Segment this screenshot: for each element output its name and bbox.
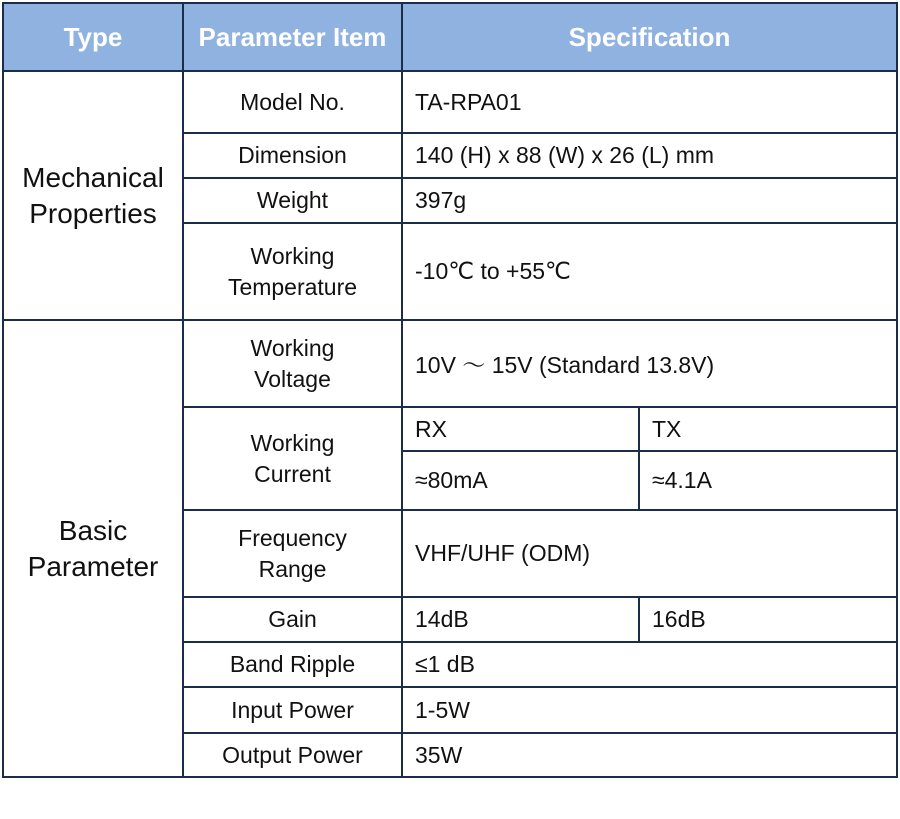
param-line2: Voltage xyxy=(254,365,331,392)
type-label-line2: Properties xyxy=(29,197,157,229)
param-output-power: Output Power xyxy=(183,733,402,777)
value-model-no: TA-RPA01 xyxy=(402,71,897,133)
value-input-power: 1-5W xyxy=(402,687,897,733)
param-line1: Frequency xyxy=(238,524,347,551)
value-working-temperature: -10℃ to +55℃ xyxy=(402,223,897,320)
param-line1: Working xyxy=(250,429,335,456)
param-working-temperature xyxy=(183,223,402,320)
param-working-current xyxy=(183,407,402,510)
value-dimension: 140 (H) x 88 (W) x 26 (L) mm xyxy=(402,133,897,178)
param-line2: Temperature xyxy=(227,273,358,300)
value-gain-tx: 16dB xyxy=(639,597,897,642)
param-frequency-range xyxy=(183,510,402,597)
value-gain-rx: 14dB xyxy=(402,597,639,642)
table-row xyxy=(3,320,897,407)
value-frequency-range: VHF/UHF (ODM) xyxy=(402,510,897,597)
param-line2: Current xyxy=(254,460,331,487)
type-label-line1: Basic xyxy=(58,514,128,546)
type-label-line2: Parameter xyxy=(27,550,159,582)
value-current-rx: ≈80mA xyxy=(402,451,639,510)
param-gain: Gain xyxy=(183,597,402,642)
specification-table xyxy=(2,2,898,778)
param-working-voltage xyxy=(183,320,402,407)
table-row xyxy=(3,71,897,133)
type-basic-parameter xyxy=(3,320,183,777)
header-parameter-item: Parameter Item xyxy=(183,3,402,71)
table-header-row xyxy=(3,3,897,71)
param-dimension: Dimension xyxy=(183,133,402,178)
header-specification: Specification xyxy=(402,3,897,71)
param-band-ripple: Band Ripple xyxy=(183,642,402,687)
param-line1: Working xyxy=(250,334,335,361)
param-model-no: Model No. xyxy=(183,71,402,133)
param-line2: Range xyxy=(258,555,327,582)
label-tx: TX xyxy=(639,407,897,451)
type-mechanical-properties xyxy=(3,71,183,320)
value-working-voltage: 10V ～ 15V (Standard 13.8V) xyxy=(402,320,897,407)
param-line1: Working xyxy=(250,242,335,269)
value-weight: 397g xyxy=(402,178,897,223)
label-rx: RX xyxy=(402,407,639,451)
param-weight: Weight xyxy=(183,178,402,223)
type-label-line1: Mechanical xyxy=(22,161,164,193)
header-type: Type xyxy=(3,3,183,71)
value-band-ripple: ≤1 dB xyxy=(402,642,897,687)
value-current-tx: ≈4.1A xyxy=(639,451,897,510)
value-output-power: 35W xyxy=(402,733,897,777)
param-input-power: Input Power xyxy=(183,687,402,733)
